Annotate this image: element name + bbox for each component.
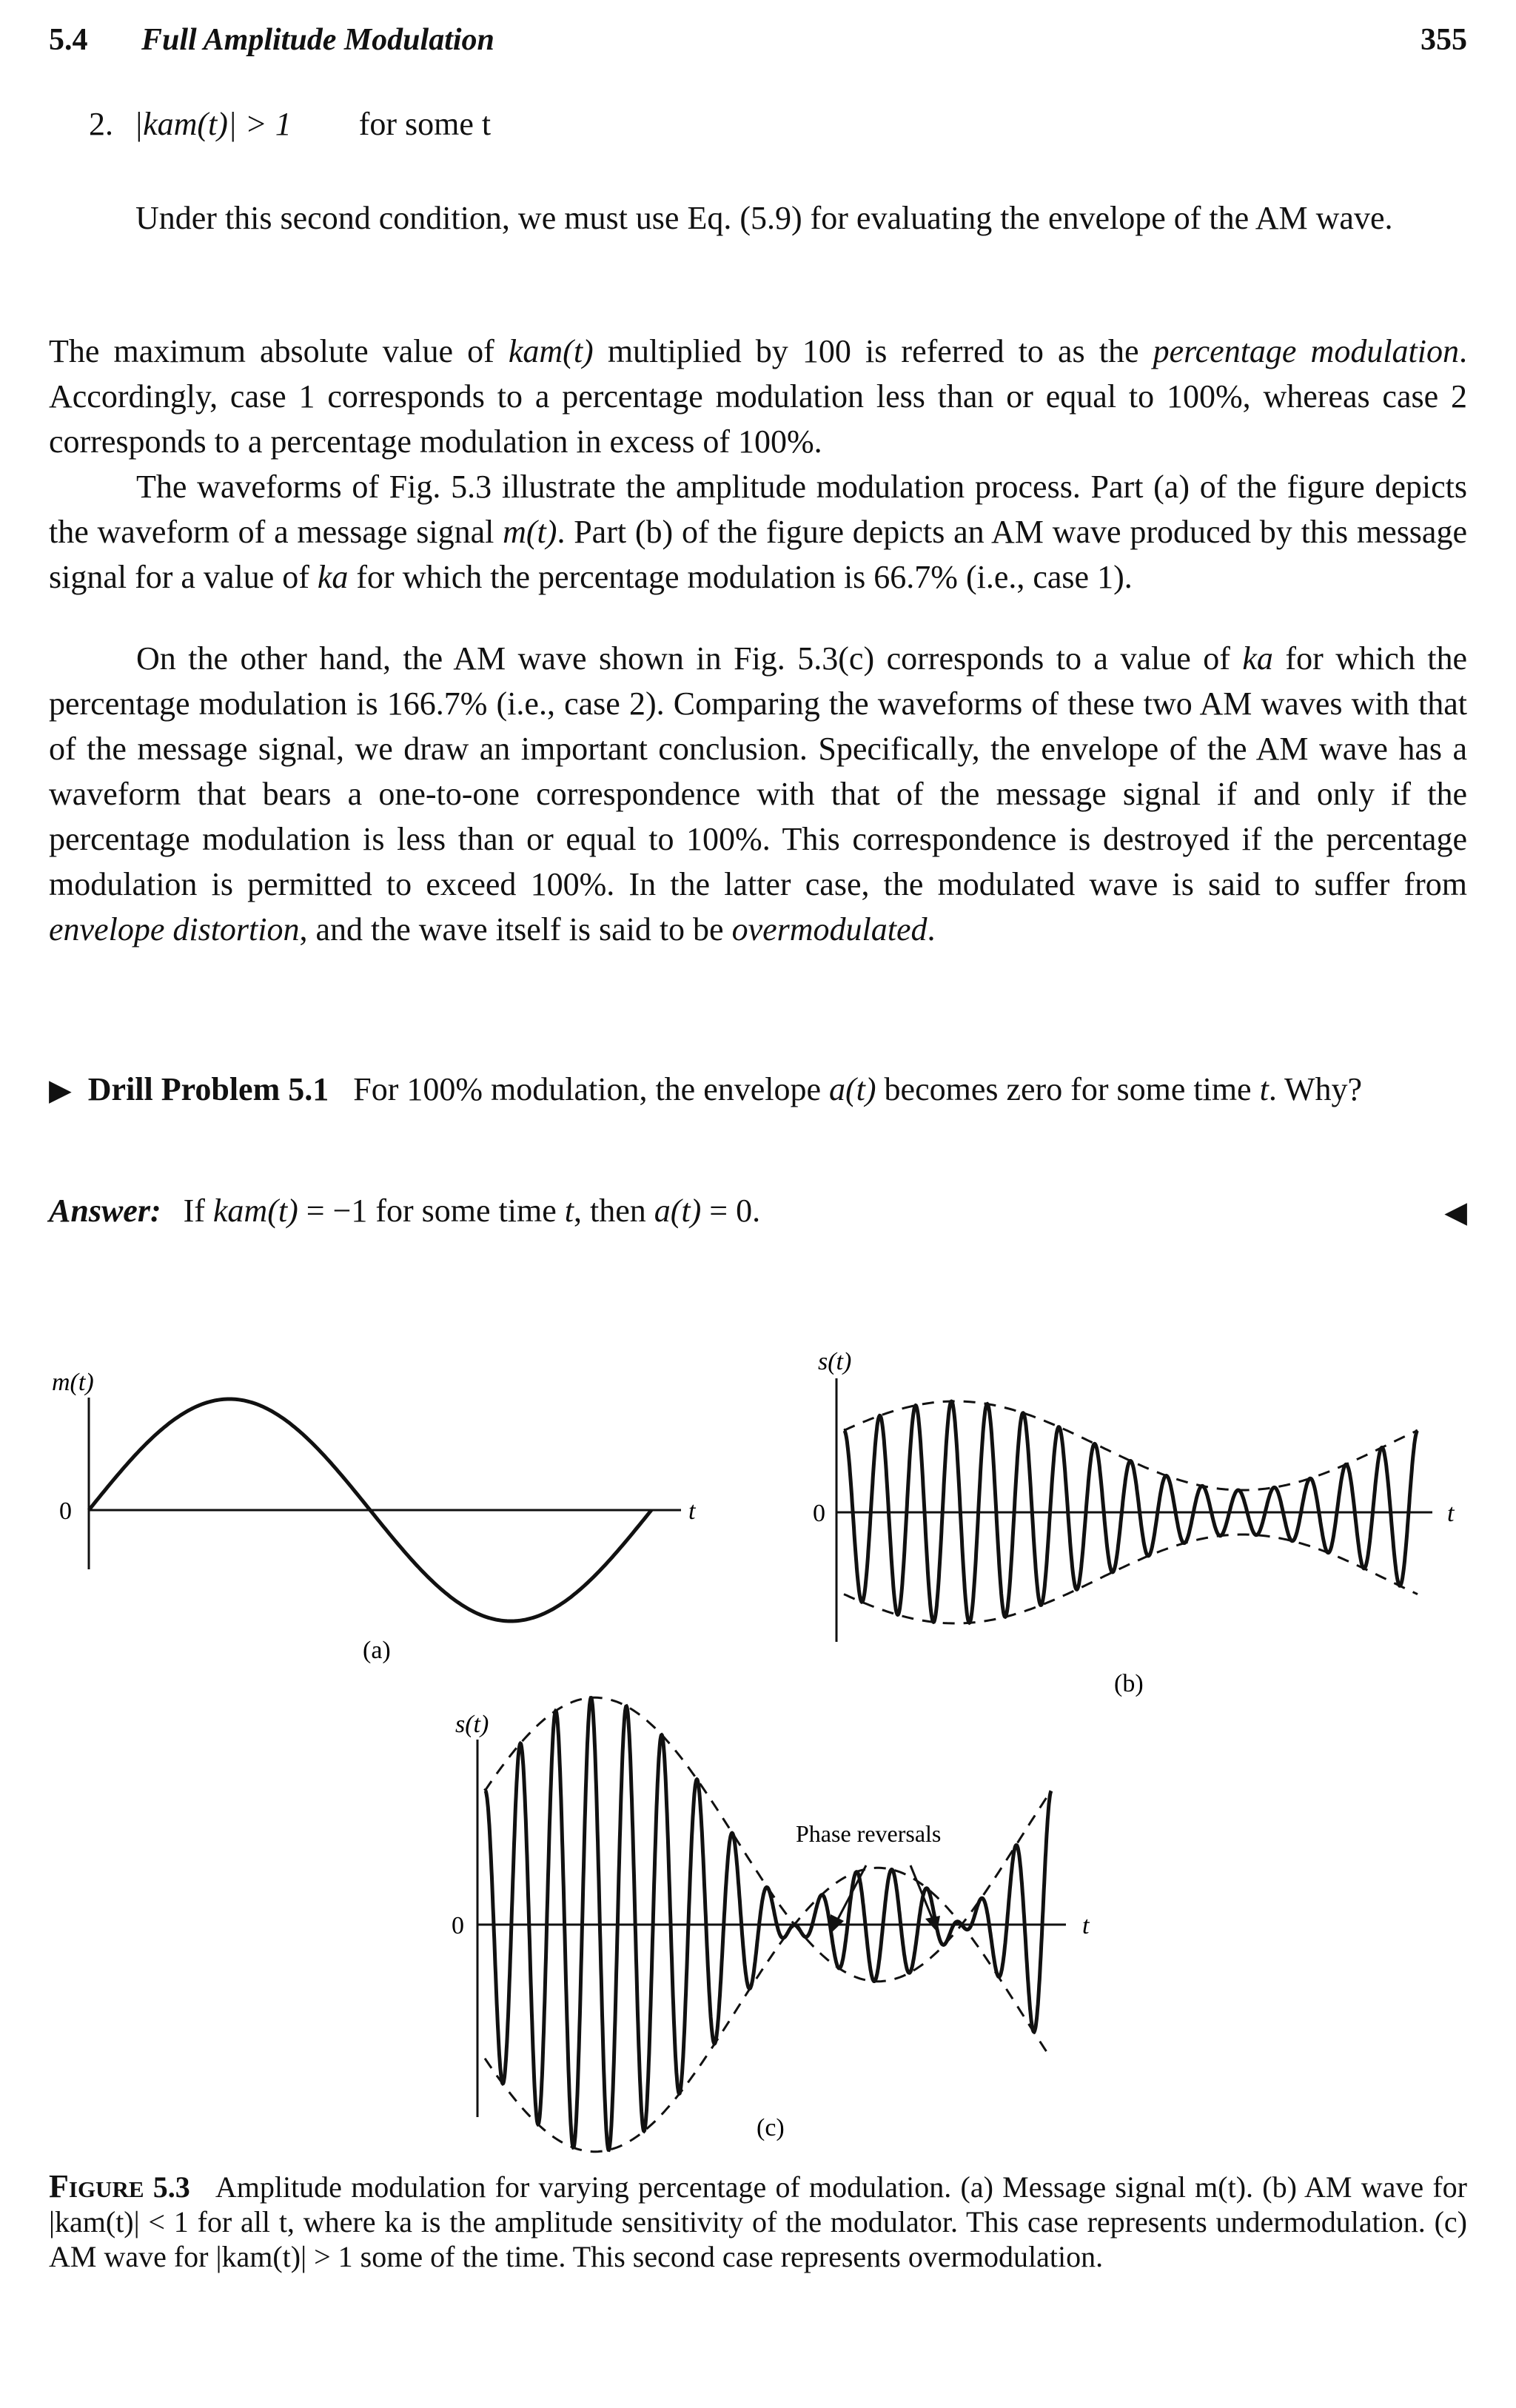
figure-caption [49, 2169, 1467, 2274]
panel-a-xlabel: t [688, 1498, 696, 1525]
panel-a-zero: 0 [59, 1498, 72, 1525]
para2-text-a: The waveforms of Fig. 5.3 illustrate the amplitude modulation process. Part (a) of the figure depicts the waveform of a message signal [49, 469, 1467, 550]
panel-b-label: (b) [1114, 1670, 1144, 1697]
para2-text-b: . Part (b) of the figure depicts an AM wave produced by this message signal for a value of [49, 514, 1467, 595]
caption-number: 5.3 [152, 2170, 190, 2204]
term-percentage-modulation: percentage modulation [1153, 333, 1459, 369]
phase-reversals-label: Phase reversals [796, 1820, 942, 1847]
answer-label: Answer: [49, 1193, 161, 1229]
math-t: t [1259, 1071, 1269, 1107]
para3-text-a: On the other hand, the AM wave shown in Fig. 5.3(c) corresponds to a value of [136, 640, 1243, 677]
math-ka: ka [1242, 640, 1273, 677]
panel-a-label: (a) [363, 1637, 391, 1664]
condition-suffix: for some t [358, 106, 492, 142]
drill-label: Drill Problem 5.1 [87, 1071, 329, 1107]
condition-2-note: Under this second condition, we must use Eq. (5.9) for evaluating the envelope of the AM wave. [135, 200, 1393, 236]
math-at: a(t) [829, 1071, 876, 1107]
drill-text-b: becomes zero for some time [876, 1071, 1260, 1107]
panel-a-ylabel: m(t) [52, 1369, 94, 1396]
para1-text-b: multiplied by 100 is referred to as the [593, 333, 1153, 369]
para2-text-c: for which the percentage modulation is 66.7% (i.e., case 1). [348, 559, 1133, 595]
condition-number: 2. [89, 106, 113, 142]
panel-c [452, 1697, 1090, 2151]
condition-expression: |kam(t)| > 1 [134, 106, 292, 142]
envelope-upper-b [844, 1401, 1418, 1490]
caption-label: Figure [49, 2168, 144, 2204]
section-title: Full Amplitude Modulation [141, 23, 494, 57]
para3-text-f: . [927, 911, 936, 948]
para1-text-d: . Accordingly, case 1 corresponds to a percentage modulation less than or equal to 100%, whereas case 2 corresponds to a percentage modulation in excess of 100%. [49, 333, 1467, 460]
panel-b-zero: 0 [813, 1500, 825, 1527]
panel-c-label: (c) [757, 2114, 785, 2142]
triangle-right-icon: ▶ [49, 1073, 72, 1107]
math-kam: kam(t) [508, 333, 594, 369]
answer-text-b: = −1 for some time [298, 1193, 565, 1229]
para1-text-a: The maximum absolute value of [49, 333, 509, 369]
answer-text-c: , then [574, 1193, 654, 1229]
math-t: t [564, 1193, 574, 1229]
section-number: 5.4 [49, 23, 88, 57]
term-envelope-distortion: envelope distortion [49, 911, 300, 948]
caption-text: Amplitude modulation for varying percentage of modulation. (a) Message signal m(t). (b) AM wave for |kam(t)| < 1 for all t, where ka is the amplitude sensitivity of the modulator. This case represents undermodulation. (c) AM wave for |kam(t)| > 1 some of the time. This second case represents overmodulation. [49, 2170, 1468, 2273]
math-ka: ka [317, 559, 349, 595]
panel-c-zero: 0 [452, 1912, 464, 1939]
panel-c-xlabel: t [1082, 1912, 1090, 1939]
panel-a [52, 1369, 697, 1664]
drill-text-c: . Why? [1268, 1071, 1363, 1107]
term-overmodulated: overmodulated [731, 911, 928, 948]
triangle-left-icon: ◀ [1444, 1195, 1467, 1229]
drill-text-a: For 100% modulation, the envelope [353, 1071, 830, 1107]
math-mt: m(t) [503, 514, 557, 550]
answer-text-d: = 0. [701, 1193, 761, 1229]
panel-b-xlabel: t [1447, 1500, 1455, 1527]
math-kam: kam(t) [212, 1193, 298, 1229]
para3-text-b: for which the percentage modulation is 166.7% (i.e., case 2). Comparing the waveforms of these two AM waves with that of the message signal, we draw an important conclusion. Specifically, the envelope of the AM wave has a waveform that bears a one-to-one correspondence with that of the message signal if and only if the percentage modulation is less than or equal to 100%. This correspondence is destroyed if the percentage modulation is permitted to exceed 100%. In the latter case, the modulated wave is said to suffer from [49, 640, 1467, 902]
para3-text-d: , and the wave itself is said to be [299, 911, 732, 948]
math-at: a(t) [654, 1193, 702, 1229]
panel-b [813, 1348, 1455, 1697]
panel-c-ylabel: s(t) [455, 1711, 489, 1738]
panel-b-ylabel: s(t) [818, 1348, 852, 1375]
answer-text-a: If [183, 1193, 213, 1229]
page-number: 355 [1421, 23, 1467, 57]
